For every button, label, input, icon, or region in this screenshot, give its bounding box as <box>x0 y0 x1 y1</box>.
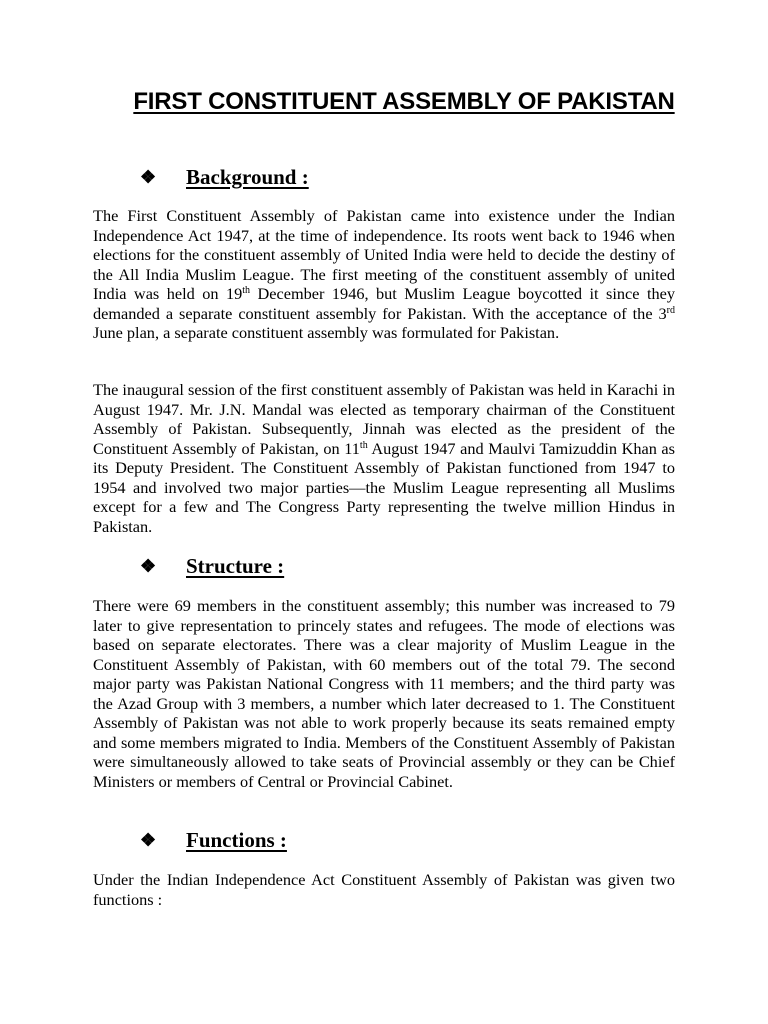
section-heading-label: Background : <box>186 164 309 189</box>
section-heading-label: Functions : <box>186 827 287 852</box>
section-heading-structure <box>140 551 284 581</box>
text-run: December 1946, but Muslim League boycotted it since they demanded a separate constituent assembly for Pakistan. With the acceptance of the 3 <box>93 284 675 323</box>
superscript: th <box>242 285 251 296</box>
section-heading-functions <box>140 825 287 855</box>
superscript: rd <box>666 304 675 316</box>
text-run: June plan, a separate constituent assembly was formulated for Pakistan. <box>93 323 560 342</box>
text-run: The First Constituent Assembly of Pakistan came into existence under the Indian Independence Act 1947, at the time of independence. Its roots went back to 1946 when elections for the constituent assembly of United India were held to decide the destiny of the All India Muslim League. The first meeting of the constituent assembly of united India was held on 19 <box>93 206 675 303</box>
four-diamond-bullet-icon: ❖ <box>140 829 157 850</box>
page-title: FIRST CONSTITUENT ASSEMBLY OF PAKISTAN <box>133 88 675 115</box>
functions-paragraph-1: Under the Indian Independence Act Constituent Assembly of Pakistan was given two functions : <box>93 870 675 909</box>
superscript: th <box>359 439 368 451</box>
text-run: The inaugural session of the first constituent assembly of Pakistan was held in Karachi in August 1947. Mr. J.N. Mandal was elected as temporary chairman of the Constituent Assembly of Pakistan. Subsequently, Jinnah was elected as the president of the Constituent Assembly of Pakistan, on 11 <box>93 380 675 458</box>
section-heading-background <box>140 162 309 192</box>
section-heading-label: Structure : <box>186 553 285 578</box>
structure-paragraph-1: There were 69 members in the constituent assembly; this number was increased to 79 later to give representation to princely states and refugees. The mode of elections was based on separate electorates. There was a clear majority of Muslim League in the Constituent Assembly of Pakistan, with 60 members out of the total 79. The second major party was Pakistan National Congress with 11 members; and the third party was the Azad Group with 3 members, a number which later decreased to 1. The Constituent Assembly of Pakistan was not able to work properly because its seats remained empty and some members migrated to India. Members of the Constituent Assembly of Pakistan were simultaneously allowed to take seats of Provincial assembly or they can be Chief Ministers or members of Central or Provincial Cabinet. <box>93 596 675 791</box>
background-paragraph-1 <box>93 206 675 343</box>
four-diamond-bullet-icon: ❖ <box>140 555 157 576</box>
four-diamond-bullet-icon: ❖ <box>140 166 157 187</box>
text-run: August 1947 and Maulvi Tamizuddin Khan as its Deputy President. The Constituent Assembly of Pakistan functioned from 1947 to 1954 and involved two major parties—the Muslim League representing all Muslims except for a few and The Congress Party representing the twelve million Hindus in Pakistan. <box>93 438 675 536</box>
background-paragraph-2 <box>93 380 675 536</box>
